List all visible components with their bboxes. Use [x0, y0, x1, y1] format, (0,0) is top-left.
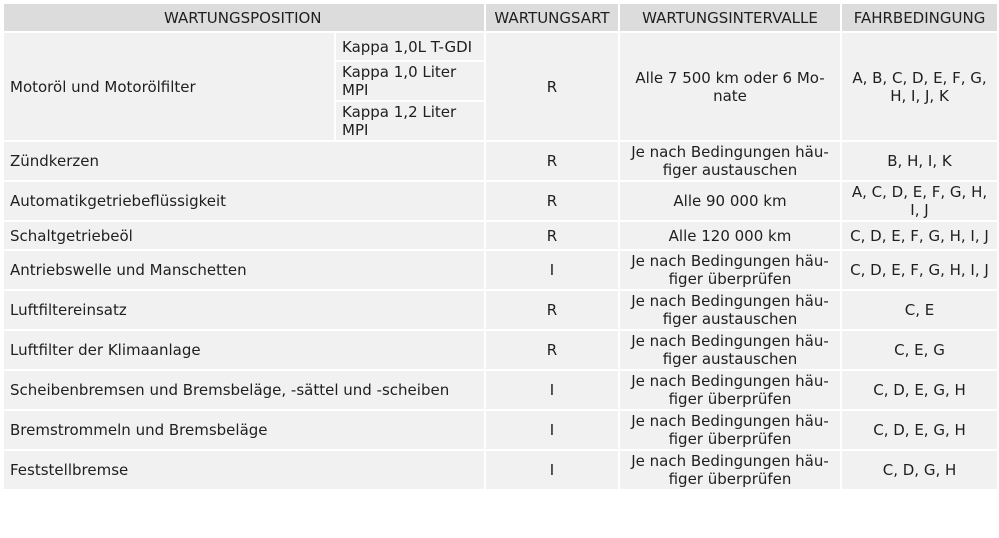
header-position: WARTUNGSPOSITION	[3, 3, 485, 32]
row-position: Schaltgetriebeöl	[3, 221, 485, 250]
row-condition: C, D, E, G, H	[841, 370, 998, 410]
table-row	[3, 32, 998, 61]
row-interval: Je nach Bedingungen häu- figer austauschen	[619, 141, 841, 181]
row-type: R	[485, 290, 619, 330]
row-interval: Je nach Bedingungen häu- figer überprüfen	[619, 410, 841, 450]
table-row	[3, 181, 998, 221]
row-type: R	[485, 181, 619, 221]
row-interval: Alle 7 500 km oder 6 Mo- nate	[619, 32, 841, 141]
maintenance-table	[2, 2, 999, 491]
table-row	[3, 330, 998, 370]
row-type: R	[485, 330, 619, 370]
row-position: Motoröl und Motorölfilter	[3, 32, 335, 141]
row-position: Antriebswelle und Manschetten	[3, 250, 485, 290]
row-position: Luftfilter der Klimaanlage	[3, 330, 485, 370]
row-position: Zündkerzen	[3, 141, 485, 181]
row-interval: Je nach Bedingungen häu- figer überprüfen	[619, 370, 841, 410]
row-position: Feststellbremse	[3, 450, 485, 490]
row-condition: A, B, C, D, E, F, G, H, I, J, K	[841, 32, 998, 141]
row-type: I	[485, 250, 619, 290]
table-row	[3, 450, 998, 490]
table-row	[3, 250, 998, 290]
row-position: Automatikgetriebeflüssigkeit	[3, 181, 485, 221]
row-type: R	[485, 141, 619, 181]
table-row	[3, 370, 998, 410]
engine-variant: Kappa 1,2 Liter MPI	[335, 101, 485, 141]
table-row	[3, 141, 998, 181]
row-condition: A, C, D, E, F, G, H, I, J	[841, 181, 998, 221]
row-type: R	[485, 32, 619, 141]
header-row	[3, 3, 998, 32]
engine-variant: Kappa 1,0 Liter MPI	[335, 61, 485, 101]
row-interval: Je nach Bedingungen häu- figer überprüfen	[619, 450, 841, 490]
row-interval: Je nach Bedingungen häu- figer überprüfen	[619, 250, 841, 290]
row-condition: C, E	[841, 290, 998, 330]
table-row	[3, 221, 998, 250]
row-condition: C, D, G, H	[841, 450, 998, 490]
header-type: WARTUNGSART	[485, 3, 619, 32]
row-position: Scheibenbremsen und Bremsbeläge, -sättel und -scheiben	[3, 370, 485, 410]
header-condition: FAHRBEDINGUNG	[841, 3, 998, 32]
row-type: I	[485, 370, 619, 410]
row-interval: Je nach Bedingungen häu- figer austauschen	[619, 290, 841, 330]
table-row	[3, 410, 998, 450]
header-interval: WARTUNGSINTERVALLE	[619, 3, 841, 32]
row-position: Bremstrommeln und Bremsbeläge	[3, 410, 485, 450]
row-type: I	[485, 450, 619, 490]
row-condition: C, D, E, G, H	[841, 410, 998, 450]
row-interval: Je nach Bedingungen häu- figer austauschen	[619, 330, 841, 370]
row-position: Luftfiltereinsatz	[3, 290, 485, 330]
row-condition: C, D, E, F, G, H, I, J	[841, 221, 998, 250]
engine-variant: Kappa 1,0L T-GDI	[335, 32, 485, 61]
row-type: I	[485, 410, 619, 450]
row-condition: C, E, G	[841, 330, 998, 370]
row-condition: C, D, E, F, G, H, I, J	[841, 250, 998, 290]
table-row	[3, 290, 998, 330]
row-interval: Alle 90 000 km	[619, 181, 841, 221]
row-condition: B, H, I, K	[841, 141, 998, 181]
row-type: R	[485, 221, 619, 250]
row-interval: Alle 120 000 km	[619, 221, 841, 250]
